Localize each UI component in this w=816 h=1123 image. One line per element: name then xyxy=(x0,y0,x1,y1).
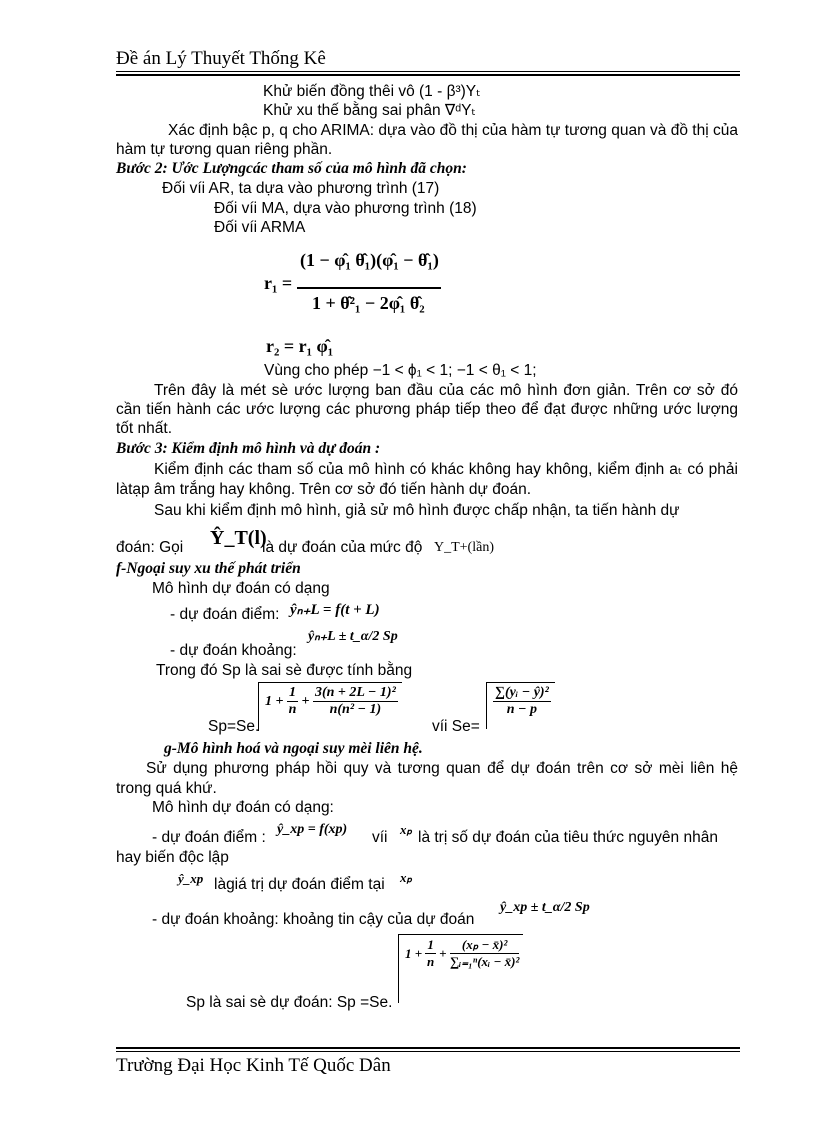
symbol-xp-2: xₚ xyxy=(400,870,413,885)
text-model-form-2: Mô hình dự đoán có dạng: xyxy=(152,799,334,816)
text-yxp-desc: làgiá trị dự đoán điểm tại xyxy=(214,876,385,893)
formula-r1-lhs: r₁ = xyxy=(264,273,293,293)
symbol-xp: xₚ xyxy=(400,822,413,837)
paragraph-estimate: Trên đây là mét sè ước lượng ban đầu của các mô hình đơn giản. Trên cơ sở đó cần tiến hành các ước lượng các phương pháp tiếp theo để đạt được những ước lượng tốt nhất. xyxy=(116,382,738,437)
paragraph-arima: Xác định bậc p, q cho ARIMA: dựa vào đồ thị của hàm tự tương quan và đồ thị của hàm tự tương quan riêng phần. xyxy=(116,122,738,158)
formula-point-1: ŷₙ₊L = f(t + L) xyxy=(290,602,380,618)
footer-rule xyxy=(116,1051,740,1052)
formula-interval-1: ŷₙ₊L ± t_α/2 Sp xyxy=(308,629,398,644)
text-arma: Đối víi ARMA xyxy=(214,219,306,236)
text-point-label-2: - dự đoán điểm : xyxy=(152,829,266,846)
header-rule-thick xyxy=(116,74,740,76)
text-interval-label-2: - dự đoán khoảng: khoảng tin cậy của dự đoán xyxy=(152,911,475,928)
section-f-heading: f-Ngoại suy xu thế phát triển xyxy=(116,560,301,577)
text-model-form-1: Mô hình dự đoán có dạng xyxy=(152,580,330,597)
text-point-desc: là trị số dự đoán của tiêu thức nguyên nhân xyxy=(418,829,718,846)
paragraph-after: Sau khi kiểm định mô hình, giả sử mô hình được chấp nhận, ta tiến hành dự xyxy=(154,502,680,519)
section-g-heading: g-Mô hình hoá và ngoại suy mèi liên hệ. xyxy=(164,740,423,757)
text-goi-a: đoán: Gọi xyxy=(116,539,184,556)
text-point-label-1: - dự đoán điểm: xyxy=(170,606,280,623)
symbol-yxp: ŷ_xp xyxy=(178,871,204,886)
formula-interval-2: ŷ_xp ± t_α/2 Sp xyxy=(500,900,590,915)
text-with: víi xyxy=(372,829,388,846)
formula-r2: r₂ = r₁ φ̂₁ xyxy=(266,336,334,356)
page-footer-text: Trường Đại Học Kinh Tế Quốc Dân xyxy=(116,1055,391,1076)
formula-r1-numerator: (1 − φ̂₁ θ̂₁)(φ̂₁ − θ̂₁) xyxy=(300,250,439,270)
footer-rule-thick xyxy=(116,1047,740,1049)
text-line-1: Khử biến đồng thêi vô (1 - β³)Yₜ xyxy=(263,83,481,100)
text-region: Vùng cho phép −1 < ϕ₁ < 1; −1 < θ₁ < 1; xyxy=(264,362,537,379)
step-2-heading: Bước 2: Ước Lượngcác tham số của mô hình đã chọn: xyxy=(116,160,467,177)
formula-yt-hat: Ŷ_T(l) xyxy=(210,527,267,549)
step-3-heading: Bước 3: Kiểm định mô hình và dự đoán : xyxy=(116,440,381,457)
text-goi-b: là dự đoán của mức độ xyxy=(262,539,423,556)
text-sp-final: Sp là sai sè dự đoán: Sp =Se. xyxy=(186,994,393,1011)
text-ar: Đối víi AR, ta dựa vào phương trình (17) xyxy=(162,180,440,197)
header-rule xyxy=(116,71,740,72)
text-se-label: víi Se= xyxy=(432,718,480,735)
formula-sp-root: 1 + $\frac{1}{n}$ + $\frac{\text{3(n + 2L − 1)²}}{\text{n(n² − 1)}}$ xyxy=(258,682,402,731)
paragraph-regress: Sử dụng phương pháp hồi quy và tương quan để dự đoán trên cơ sở mèi liên hệ trong quá khứ. xyxy=(116,760,738,797)
text-line-2: Khử xu thế bằng sai phân ∇ᵈYₜ xyxy=(263,102,476,119)
page-header-title: Đề án Lý Thuyết Thống Kê xyxy=(116,48,326,69)
text-ma: Đối víi MA, dựa vào phương trình (18) xyxy=(214,200,477,217)
text-point-desc-2: hay biến độc lập xyxy=(116,849,229,866)
formula-r1-bar xyxy=(297,287,441,289)
text-sp-intro: Trong đó Sp là sai sè được tính bằng xyxy=(156,662,413,679)
formula-r1-denominator: 1 + θ̂²₁ − 2φ̂₁ θ̂₂ xyxy=(312,293,425,313)
text-goi-c: Y_T+(lần) xyxy=(434,540,494,555)
formula-sp-regression-root: 1 + $\frac{1}{n}$ + $\frac{\text{(xₚ − x̄)²}}{\text{∑ᵢ₌₁ⁿ(xᵢ − x̄)²}}$ xyxy=(398,934,523,1003)
paragraph-test: Kiểm định các tham số của mô hình có khác không hay không, kiểm định aₜ có phải làtạp âm trắng hay không. Trên cơ sở đó tiến hành dự đoán. xyxy=(116,461,738,498)
text-sp-label: Sp=Se. xyxy=(208,718,260,735)
text-interval-label-1: - dự đoán khoảng: xyxy=(170,642,297,659)
formula-point-2: ŷ_xp = f(xp) xyxy=(277,822,348,837)
formula-se-root: $\frac{\text{∑(yᵢ − ŷ)²}}{n - p}$ xyxy=(486,682,555,729)
